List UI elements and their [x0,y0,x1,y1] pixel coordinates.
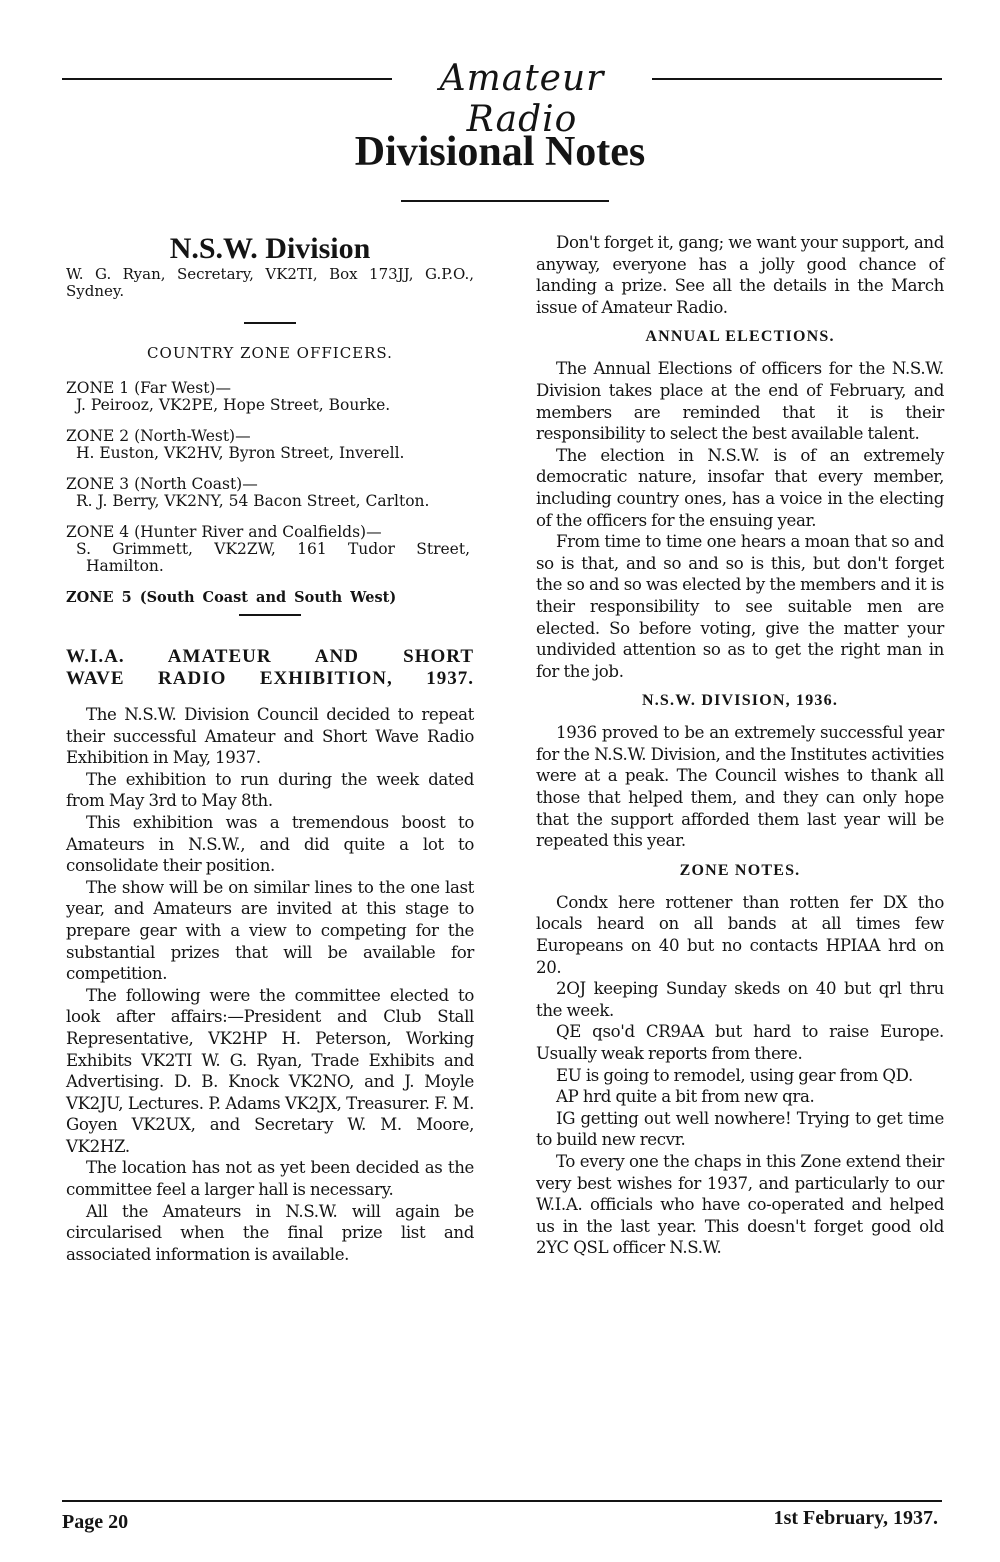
right-column [536,232,944,1259]
paragraph: EU is going to remodel, using gear from QD. [556,1065,913,1085]
paragraph: The location has not as yet been decided as the committee feel a larger hall is necessary. [66,1158,474,1200]
page-title: Divisional Notes [354,129,646,175]
paragraph: This exhibition was a tremendous boost to Amateurs in N.S.W., and did quite a lot to consolidate their position. [66,812,474,876]
paragraph: From time to time one hears a moan that so and so is that, and so and so is this, but don't forget the so and so was elected by the members and it is their responsibility to see suitable men are elected. So before voting, give the matter your undivided attention so as to get the right man in for the job. [536,532,944,681]
zone-name: ZONE 2 (North-West)— [66,427,251,445]
zone-entry [66,524,474,575]
paragraph: To every one the chaps in this Zone extend their very best wishes for 1937, and particularly to our W.I.A. officials who have co-operated and helped us in the last year. This doesn't forget good old 2YC QSL officer N.S.W. [536,1151,944,1258]
masthead [62,56,942,140]
paragraph: Don't forget it, gang; we want your support, and anyway, everyone has a jolly good chance of landing a prize. See all the details in the March issue of Amateur Radio. [536,233,944,317]
paragraph: The exhibition to run during the week dated from May 3rd to May 8th. [66,769,474,811]
zone-name: ZONE 3 (North Coast)— [66,475,258,493]
page-number: Page 20 [62,1511,129,1533]
masthead-rule-right [652,78,942,80]
exhibition-heading-line-2: WAVE RADIO EXHIBITION, 1937. [66,668,474,689]
paragraph: IG getting out well nowhere! Trying to get time to build new recvr. [536,1108,944,1150]
zone-officer: J. Peirooz, VK2PE, Hope Street, Bourke. [76,396,391,414]
issue-date: 1st February, 1937. [773,1507,938,1529]
zone-5-entry: ZONE 5 (South Coast and South West) [66,589,397,606]
left-column [66,232,474,1265]
masthead-logo: Amateur Radio [439,58,605,140]
zone-entry [66,380,474,414]
zone-officer: R. J. Berry, VK2NY, 54 Bacon Street, Carlton. [76,492,430,510]
paragraph: The N.S.W. Division Council decided to repeat their successful Amateur and Short Wave Radio Exhibition in May, 1937. [66,705,474,768]
exhibition-heading-line-1: W.I.A. AMATEUR AND SHORT [66,646,474,667]
division-title: N.S.W. Division [169,232,371,265]
zone-entry [66,428,474,462]
paragraph: The election in N.S.W. is of an extremely democratic nature, insofar that every member, including country ones, has a voice in the electing of the officers for the ensuing year. [536,445,944,530]
section-heading-zone-notes: ZONE NOTES. [679,861,801,879]
zone-name: ZONE 4 (Hunter River and Coalfields)— [66,523,382,541]
divider [239,614,301,616]
zone-name: ZONE 1 (Far West)— [66,379,231,397]
section-heading-division-1936: N.S.W. DIVISION, 1936. [641,692,839,710]
title-divider [401,200,609,202]
paragraph: The Annual Elections of officers for the N.S.W. Division takes place at the end of February, and members are reminded that it is their responsibility to select the best available talent. [536,359,944,444]
zone-entry [66,476,474,510]
paragraph: AP hrd quite a bit from new qra. [556,1087,815,1107]
divider [244,322,296,324]
zone-officer: H. Euston, VK2HV, Byron Street, Inverell. [76,444,405,462]
paragraph: 1936 proved to be an extremely successful year for the N.S.W. Division, and the Institutes activities were at a peak. The Council wishes to thank all those that helped them, and they can only hope that the support afforded them last year will be repeated this year. [536,723,944,851]
paragraph: 2OJ keeping Sunday skeds on 40 but qrl thru the week. [536,979,944,1020]
paragraph: All the Amateurs in N.S.W. will again be circularised when the final prize list and associated information is available. [66,1201,474,1264]
footer-rule [62,1500,942,1502]
paragraph: The following were the committee elected to look after affairs:—President and Club Stall Representative, VK2HP H. Peterson, Working Exhibits VK2TI W. G. Ryan, Trade Exhibits and Advertising. D. B. Knock VK2NO, and J. Moyle VK2JU, Lectures. P. Adams VK2JX, Treasurer. F. M. Goyen VK2UX, and Secretary W. M. Moore, VK2HZ. [66,985,474,1156]
exhibition-heading [66,646,474,690]
paragraph: QE qso'd CR9AA but hard to raise Europe. Usually weak reports from there. [536,1022,944,1063]
masthead-rule-left [62,78,392,80]
paragraph: Condx here rottener than rotten fer DX tho locals heard on all bands at all times few Europeans on 40 but no contacts HPIAA hrd on 20. [536,892,944,977]
section-heading-elections: ANNUAL ELECTIONS. [645,328,835,346]
zone-officer: S. Grimmett, VK2ZW, 161 Tudor Street, Hamilton. [76,540,470,575]
zone-officers-heading: COUNTRY ZONE OFFICERS. [147,344,393,362]
secretary-address: W. G. Ryan, Secretary, VK2TI, Box 173JJ, G.P.O., Sydney. [66,265,474,300]
paragraph: The show will be on similar lines to the one last year, and Amateurs are invited at this stage to prepare gear with a view to competing for the substantial prizes that will be available for competition. [66,877,474,984]
